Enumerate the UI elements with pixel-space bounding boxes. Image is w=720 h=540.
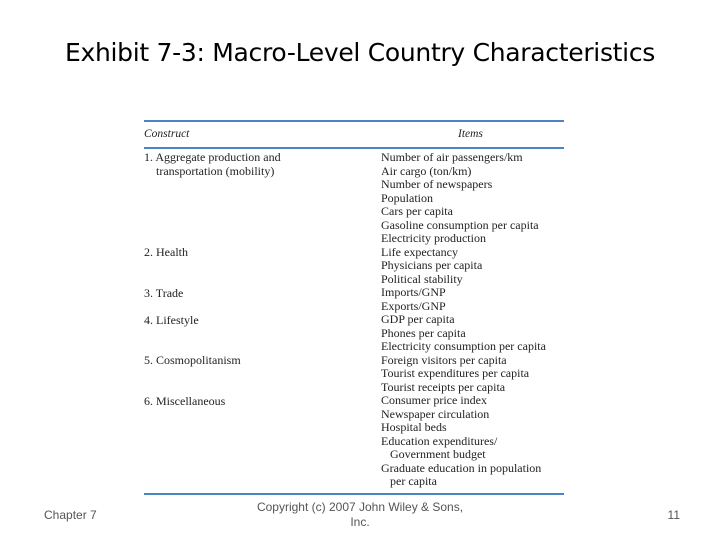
item: Foreign visitors per capita [381,352,507,367]
item: Education expenditures/ [381,433,498,448]
construct-5: 5. Cosmopolitanism [144,353,241,367]
construct-4: 4. Lifestyle [144,312,199,327]
item: Consumer price index [381,393,487,407]
page-number: 11 [667,508,680,522]
footer-chapter: Chapter 7 [44,508,97,522]
construct-2: 2. Health [144,245,188,259]
item: Phones per capita [381,325,466,340]
item: Exports/GNP [381,298,446,313]
item: Tourist expenditures per capita [381,366,530,380]
item: Newspaper circulation [381,406,490,421]
header-construct: Construct [144,128,190,140]
construct-1-line1: 1. Aggregate production and [144,150,281,164]
table-bottom-rule [144,493,564,495]
construct-3: 3. Trade [144,285,184,300]
item: Number of air passengers/km [381,150,523,164]
table-top-rule [144,120,564,122]
item: Cars per capita [381,204,453,218]
item: Physicians per capita [381,258,483,272]
item: GDP per capita [381,312,455,326]
item: Graduate education in population [381,460,542,475]
item: Population [381,190,434,205]
item: per capita [381,474,437,488]
construct-6: 6. Miscellaneous [144,393,226,408]
item: Tourist receipts per capita [381,379,506,394]
item: Political stability [381,271,463,286]
item: Government budget [381,447,486,461]
items-column [381,151,546,489]
footer-copyright-line2: Inc. [350,515,370,529]
item: Air cargo (ton/km) [381,163,472,178]
slide-title: Exhibit 7-3: Macro-Level Country Characteristics [64,38,655,67]
construct-1-line2: transportation (mobility) [144,163,275,178]
footer-copyright [250,500,470,530]
item: Imports/GNP [381,285,446,299]
header-items: Items [458,128,483,140]
table-header-rule [144,147,564,149]
item: Number of newspapers [381,177,493,191]
item: Hospital beds [381,420,447,434]
footer-copyright-line1: Copyright (c) 2007 John Wiley & Sons, [256,500,464,514]
item: Electricity production [381,231,486,245]
item: Electricity consumption per capita [381,339,546,353]
item: Gasoline consumption per capita [381,217,539,232]
item: Life expectancy [381,244,458,259]
